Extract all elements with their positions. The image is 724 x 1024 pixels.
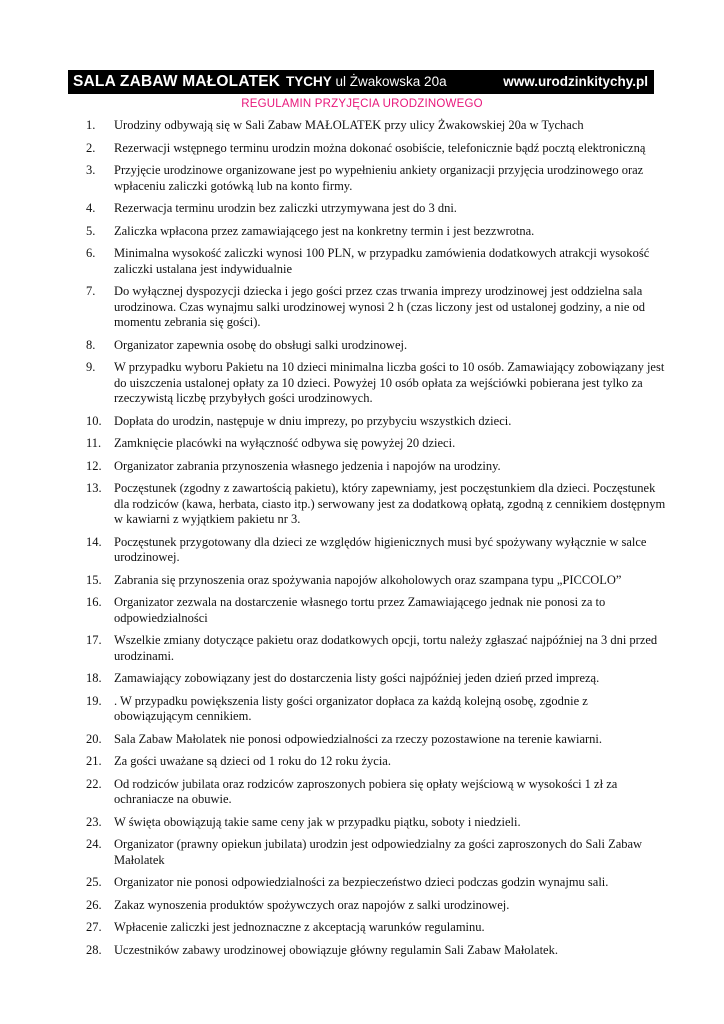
rule-number: 26.	[86, 897, 102, 912]
rule-item	[86, 360, 666, 407]
rule-number: 2.	[86, 140, 96, 155]
rule-number: 25.	[86, 875, 102, 889]
rule-item	[86, 224, 666, 240]
rule-item	[86, 595, 666, 626]
rule-text: Uczestników zabawy urodzinowej obowiązuje główny regulamin Sali Zabaw Małolatek.	[114, 942, 558, 957]
rule-text: Urodziny odbywają się w Sali Zabaw MAŁOLATEK przy ulicy Żwakowskiej 20a w Tychach	[114, 118, 584, 132]
rule-number: 22.	[86, 776, 102, 791]
rule-text: . W przypadku powiększenia listy gości organizator dopłaca za każdą kolejną osobę, zgodnie z obowiązującym cennikiem.	[114, 693, 588, 723]
rules-list	[86, 118, 666, 965]
rule-item	[86, 573, 666, 589]
rule-text: Zakaz wynoszenia produktów spożywczych oraz napojów z salki urodzinowej.	[114, 897, 510, 912]
rule-number: 14.	[86, 534, 102, 549]
rule-text: Zaliczka wpłacona przez zamawiającego jest na konkretny termin i jest bezzwrotna.	[114, 223, 535, 238]
rule-item	[86, 535, 666, 566]
rule-text: Poczęstunek (zgodny z zawartością pakietu), który zapewniamy, jest poczęstunkiem dla dzieci. Poczęstunek dla rodziców (kawa, herbata, ciasto itp.) serwowany jest za dodatkową opłatą, zgodną z cennikiem dostępnym w kawiarni z wyjątkiem pakietu nr 3.	[114, 481, 666, 526]
venue-name: SALA ZABAW MAŁOLATEK	[73, 73, 281, 90]
rule-item	[86, 141, 666, 157]
venue-address	[286, 72, 447, 92]
rule-number: 6.	[86, 246, 96, 260]
rule-text: Do wyłącznej dyspozycji dziecka i jego gości przez czas trwania imprezy urodzinowej jest oddzielna sala urodzinowa. Czas wynajmu salki urodzinowej wynosi 2 h (czas liczony jest od ustalonej godziny, a nie od momentu zebrania się gości).	[114, 284, 646, 329]
rule-number: 10.	[86, 413, 102, 428]
document-title: REGULAMIN PRZYJĘCIA URODZINOWEGO	[241, 98, 483, 110]
rule-item	[86, 633, 666, 664]
header-bar	[68, 70, 654, 94]
rule-text: Rezerwacja terminu urodzin bez zaliczki utrzymywana jest do 3 dni.	[114, 201, 457, 215]
rule-text: Organizator zapewnia osobę do obsługi salki urodzinowej.	[114, 337, 408, 352]
rule-item	[86, 943, 666, 959]
rule-item	[86, 284, 666, 331]
rule-item	[86, 163, 666, 194]
rule-item	[86, 118, 666, 134]
rule-item	[86, 777, 666, 808]
rule-text: Wpłacenie zaliczki jest jednoznaczne z akceptacją warunków regulaminu.	[114, 920, 485, 934]
rule-item	[86, 920, 666, 936]
rule-number: 17.	[86, 633, 102, 647]
rule-number: 20.	[86, 731, 102, 746]
rule-text: Poczęstunek przygotowany dla dzieci ze względów higienicznych musi być spożywany wyłącznie w salce urodzinowej.	[114, 534, 647, 564]
rule-number: 28.	[86, 942, 102, 957]
rule-text: Organizator (prawny opiekun jubilata) urodzin jest odpowiedzialny za gości zaproszonych do Sali Zabaw Małolatek	[114, 837, 643, 867]
rule-number: 4.	[86, 201, 96, 215]
rule-text: Za gości uważane są dzieci od 1 roku do 12 roku życia.	[114, 754, 391, 768]
rule-number: 7.	[86, 284, 96, 298]
rule-text: Organizator zezwala na dostarczenie własnego tortu przez Zamawiającego jednak nie ponosi za to odpowiedzialności	[114, 595, 606, 625]
rule-item	[86, 246, 666, 277]
rule-number: 3.	[86, 163, 96, 177]
rule-number: 18.	[86, 671, 102, 685]
rule-item	[86, 671, 666, 687]
rule-number: 12.	[86, 458, 102, 473]
rule-text: Zabrania się przynoszenia oraz spożywania napojów alkoholowych oraz szampana typu „PICCOLO”	[114, 572, 622, 587]
rule-item	[86, 732, 666, 748]
rule-text: W przypadku wyboru Pakietu na 10 dzieci minimalna liczba gości to 10 osób. Zamawiający zobowiązany jest do uiszczenia ustalonej opłaty za 10 dzieci. Powyżej 10 osób opłata za wejściówki pobierana jest tylko za rzeczywistą liczbę przybyłych gości urodzinowych.	[114, 360, 665, 405]
rule-item	[86, 837, 666, 868]
rule-text: Organizator zabrania przynoszenia własnego jedzenia i napojów na urodziny.	[114, 458, 501, 473]
rule-number: 5.	[86, 223, 96, 238]
rule-number: 9.	[86, 360, 96, 374]
rule-text: Wszelkie zmiany dotyczące pakietu oraz dodatkowych opcji, tortu należy zgłaszać najpóźniej na 3 dni przed urodzinami.	[114, 633, 658, 663]
rule-text: Dopłata do urodzin, następuje w dniu imprezy, po przybyciu wszystkich dzieci.	[114, 413, 512, 428]
rule-number: 19.	[86, 693, 102, 708]
rule-number: 15.	[86, 572, 102, 587]
venue-city: TYCHY	[286, 74, 332, 89]
rule-text: Od rodziców jubilata oraz rodziców zaproszonych pobiera się opłaty wejściową w wysokości 1 zł za ochraniacze na obuwie.	[114, 776, 618, 806]
rule-number: 16.	[86, 595, 102, 609]
rule-item	[86, 436, 666, 452]
rule-item	[86, 338, 666, 354]
venue-website: www.urodzinkitychy.pl	[503, 74, 648, 89]
rule-number: 11.	[86, 436, 102, 450]
rule-item	[86, 201, 666, 217]
rule-text: Minimalna wysokość zaliczki wynosi 100 PLN, w przypadku zamówienia dodatkowych atrakcji wysokość zaliczki ustalana jest indywidualnie	[114, 246, 650, 276]
rule-number: 21.	[86, 754, 102, 768]
rule-item	[86, 815, 666, 831]
rule-item	[86, 754, 666, 770]
rule-number: 23.	[86, 814, 102, 829]
rule-text: Zamawiający zobowiązany jest do dostarczenia listy gości najpóźniej jeden dzień przed imprezą.	[114, 671, 600, 685]
rule-item	[86, 414, 666, 430]
rule-item	[86, 898, 666, 914]
venue-street: ul Żwakowska 20a	[335, 74, 447, 89]
rule-item	[86, 481, 666, 528]
rule-number: 8.	[86, 337, 96, 352]
rule-number: 1.	[86, 118, 96, 132]
rule-text: Zamknięcie placówki na wyłączność odbywa się powyżej 20 dzieci.	[114, 436, 456, 450]
rule-number: 27.	[86, 920, 102, 934]
rule-text: Przyjęcie urodzinowe organizowane jest po wypełnieniu ankiety organizacji przyjęcia urodzinowego oraz wpłaceniu zaliczki gotówką lub na konto firmy.	[114, 163, 644, 193]
rule-item	[86, 459, 666, 475]
rule-item	[86, 875, 666, 891]
rule-number: 24.	[86, 837, 102, 851]
rule-item	[86, 694, 666, 725]
rule-text: Sala Zabaw Małolatek nie ponosi odpowiedzialności za rzeczy pozostawione na terenie kawiarni.	[114, 731, 603, 746]
rule-number: 13.	[86, 481, 102, 495]
rule-text: W święta obowiązują takie same ceny jak w przypadku piątku, soboty i niedzieli.	[114, 814, 521, 829]
rule-text: Organizator nie ponosi odpowiedzialności za bezpieczeństwo dzieci podczas godzin wynajmu sali.	[114, 875, 609, 889]
rule-text: Rezerwacji wstępnego terminu urodzin można dokonać osobiście, telefonicznie bądź pocztą elektroniczną	[114, 140, 646, 155]
